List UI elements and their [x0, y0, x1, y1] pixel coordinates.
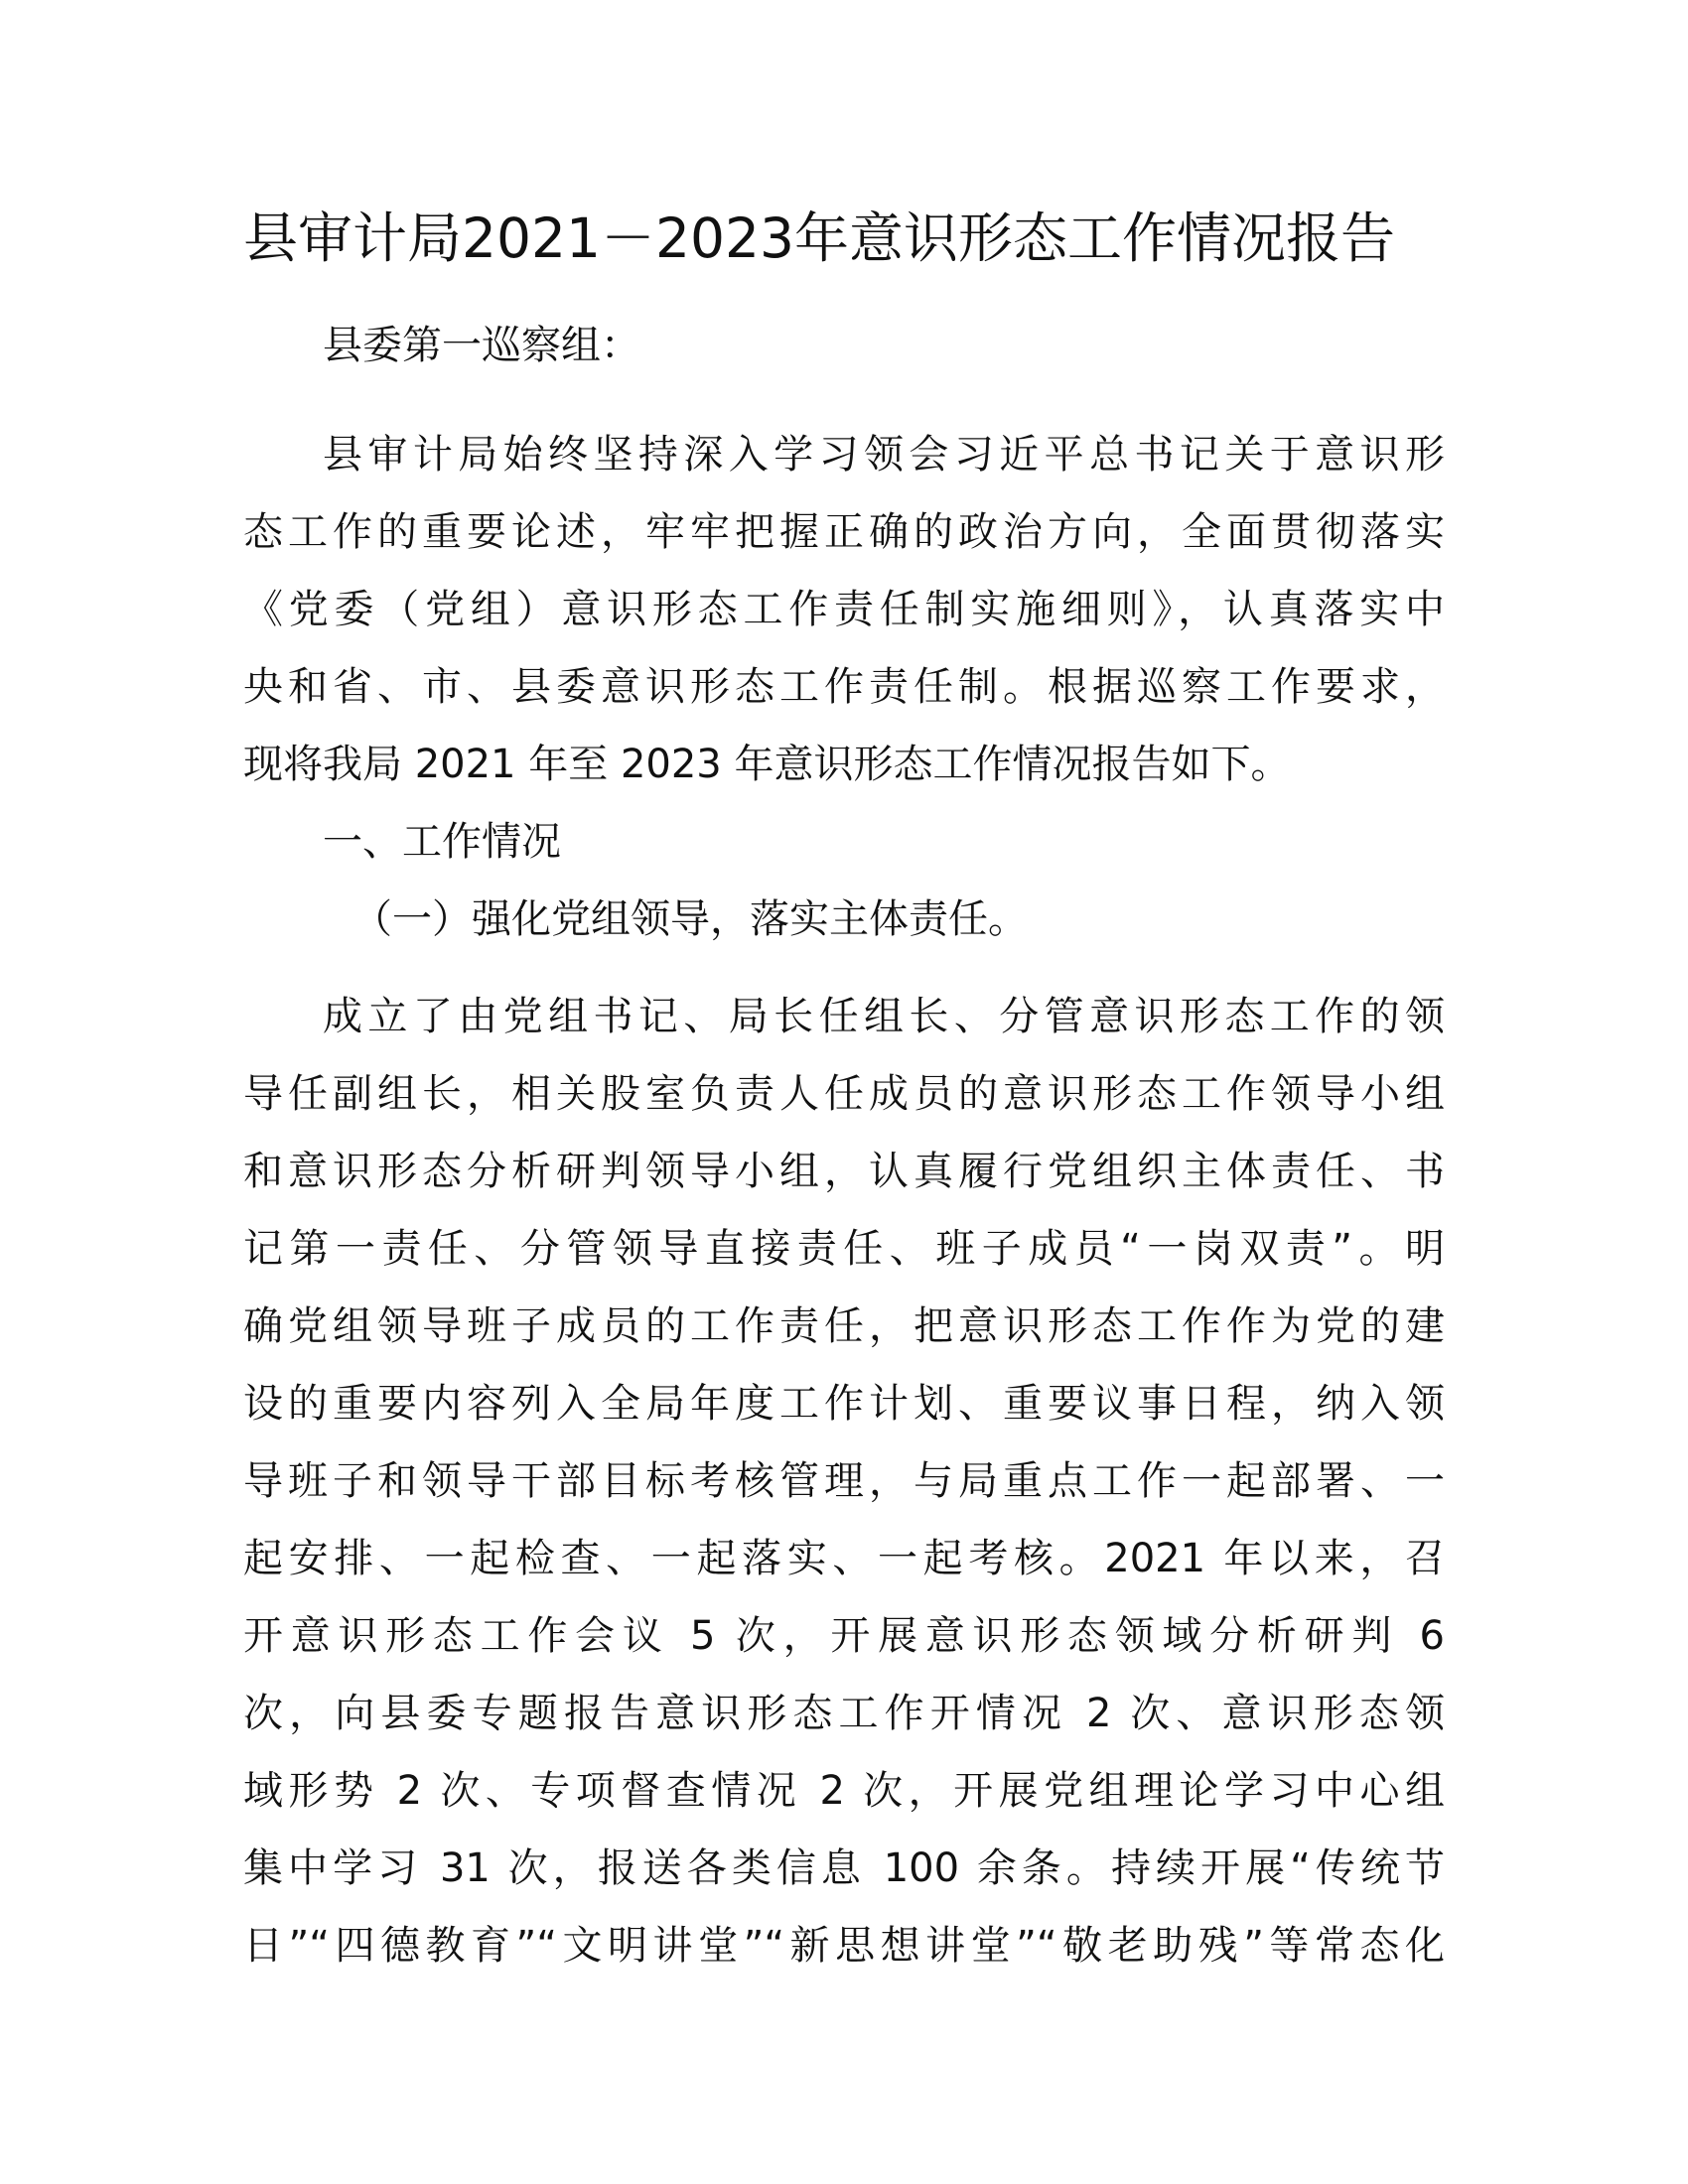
intro-line-4: 央和省、市、县委意识形态工作责任制。根据巡察工作要求， [243, 664, 1445, 710]
salutation: 县委第一巡察组： [323, 323, 640, 368]
body-line-11: 域形势 2 次、专项督查情况 2 次，开展党组理论学习中心组 [243, 1768, 1445, 1814]
document-title: 县审计局2021－2023年意识形态工作情况报告 [243, 206, 1395, 270]
body-line-7: 导班子和领导干部目标考核管理，与局重点工作一起部署、一 [243, 1458, 1445, 1504]
subsection-heading: （一）强化党组领导，落实主体责任。 [352, 896, 1028, 942]
section-heading: 一、工作情况 [323, 819, 561, 865]
body-line-9: 开意识形态工作会议 5 次，开展意识形态领域分析研判 6 [243, 1613, 1445, 1659]
body-line-8: 起安排、一起检查、一起落实、一起考核。2021 年以来，召 [243, 1536, 1445, 1581]
body-line-4: 记第一责任、分管领导直接责任、班子成员“一岗双责”。明 [243, 1226, 1445, 1272]
body-line-13: 日”“四德教育”“文明讲堂”“新思想讲堂”“敬老助残”等常态化 [243, 1923, 1445, 1969]
body-line-6: 设的重要内容列入全局年度工作计划、重要议事日程，纳入领 [243, 1381, 1445, 1427]
body-line-1: 成立了由党组书记、局长任组长、分管意识形态工作的领 [323, 994, 1445, 1039]
body-line-2: 导任副组长，相关股室负责人任成员的意识形态工作领导小组 [243, 1071, 1445, 1117]
intro-line-5: 现将我局 2021 年至 2023 年意识形态工作情况报告如下。 [243, 742, 1291, 787]
body-line-5: 确党组领导班子成员的工作责任，把意识形态工作作为党的建 [243, 1303, 1445, 1349]
body-line-12: 集中学习 31 次，报送各类信息 100 余条。持续开展“传统节 [243, 1845, 1445, 1891]
body-line-3: 和意识形态分析研判领导小组，认真履行党组织主体责任、书 [243, 1149, 1445, 1194]
intro-line-1: 县审计局始终坚持深入学习领会习近平总书记关于意识形 [323, 432, 1445, 478]
intro-line-2: 态工作的重要论述，牢牢把握正确的政治方向，全面贯彻落实 [243, 509, 1445, 555]
body-line-10: 次，向县委专题报告意识形态工作开情况 2 次、意识形态领 [243, 1691, 1445, 1736]
intro-line-3: 《党委（党组）意识形态工作责任制实施细则》，认真落实中 [243, 587, 1445, 632]
